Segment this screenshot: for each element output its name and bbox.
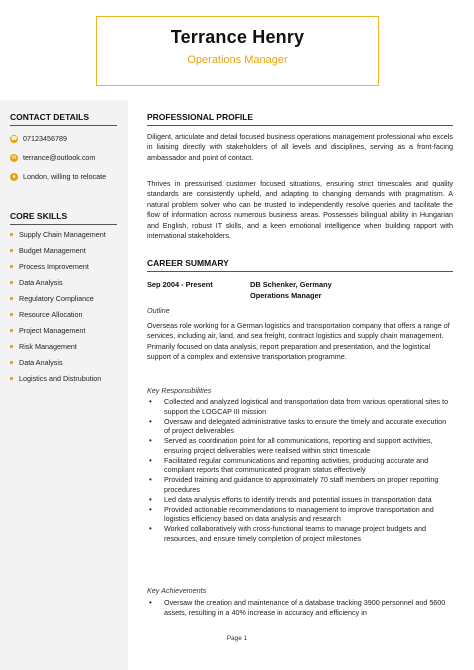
job-employer [250, 279, 332, 301]
bullet-square-icon [10, 313, 13, 316]
list-item: • Provided actionable recommendations to management to improve transportation and logistics efficiency based on data analysis and research [147, 505, 453, 524]
skill-label: Resource Allocation [19, 310, 83, 319]
list-item: • Provided training and guidance to approximately 70 staff members on proper reporting procedures [147, 475, 453, 494]
skill-item [10, 278, 63, 287]
job-title: Operations Manager [250, 291, 322, 300]
contact-email-text: terrance@outlook.com [23, 153, 96, 162]
skill-label: Budget Management [19, 246, 86, 255]
skill-item [10, 262, 89, 271]
bullet-square-icon [10, 281, 13, 284]
skill-item [10, 310, 83, 319]
outline-label: Outline [147, 306, 170, 315]
contact-location [10, 172, 106, 181]
email-icon: ✉ [11, 154, 17, 161]
skill-item [10, 246, 86, 255]
responsibilities-label: Key Responsibilities [147, 386, 212, 395]
skill-item [10, 342, 77, 351]
skill-label: Regulatory Compliance [19, 294, 94, 303]
skill-item [10, 294, 94, 303]
list-item: • Oversaw the creation and maintenance of a database tracking 3900 personnel and 5600 assets, resulting in a 40% increase in accuracy and efficiency in [147, 598, 453, 617]
bullet-square-icon [10, 265, 13, 268]
list-item: • Facilitated regular communications and reporting activities, producing accurate and compliant reports that communicated program status effectively [147, 456, 453, 475]
job-date: Sep 2004 - Present [147, 280, 213, 289]
contact-details-heading: CONTACT DETAILS [10, 112, 117, 126]
list-item: • Worked collaboratively with cross-functional teams to manage project budgets and resources, and ensure timely completion of project milestones [147, 524, 453, 543]
page-number: Page 1 [226, 635, 248, 642]
contact-email [10, 153, 95, 162]
outline-paragraph: Overseas role working for a German logistics and transportation company that offers a range of services, including air, land, and sea freight, contract logistics and supply chain management. Primarily focused on data analysis, report preparation and presentation, and the logistical support of a complex and extensive transportation programme. [147, 321, 450, 362]
list-item: • Oversaw and delegated administrative tasks to ensure the timely and accurate execution of project deliverables [147, 417, 453, 436]
achievements-list [147, 598, 453, 618]
skill-label: Logistics and Distrubution [19, 374, 102, 383]
skill-label: Process Improvement [19, 262, 89, 271]
name-header-box [96, 16, 379, 86]
bullet-square-icon [10, 297, 13, 300]
skill-label: Data Analysis [19, 358, 63, 367]
career-summary-heading: CAREER SUMMARY [147, 258, 453, 272]
skill-label: Project Management [19, 326, 86, 335]
achievements-label: Key Achievements [147, 586, 207, 595]
bullet-square-icon [10, 233, 13, 236]
location-icon: ● [10, 173, 18, 181]
contact-location-text: London, willing to relocate [23, 172, 107, 181]
list-item: • Led data analysis efforts to identify trends and potential issues in transportation data [147, 495, 453, 505]
professional-profile-heading: PROFESSIONAL PROFILE [147, 112, 453, 126]
skill-label: Risk Management [19, 342, 77, 351]
contact-phone [10, 134, 67, 143]
bullet-square-icon [10, 329, 13, 332]
bullet-square-icon [10, 377, 13, 380]
skill-label: Data Analysis [19, 278, 63, 287]
job-company: DB Schenker, Germany [250, 280, 332, 289]
skill-label: Supply Chain Management [19, 230, 106, 239]
phone-icon: ☎ [10, 135, 18, 142]
candidate-role: Operations Manager [187, 54, 288, 66]
skill-item [10, 326, 85, 335]
skill-item [10, 358, 63, 367]
bullet-square-icon [10, 249, 13, 252]
profile-paragraph-1: Diligent, articulate and detail focused business operations management professional who excels in liaising directly with stakeholders of all levels and disciplines, serving as a front-facing ambassador and point of contact. [147, 132, 453, 162]
skill-item [10, 230, 106, 239]
list-item: • Collected and analyzed logistical and transportation data from various operational sites to support the LOGCAP III mission [147, 397, 453, 416]
core-skills-heading: CORE SKILLS [10, 211, 117, 225]
skill-item [10, 374, 101, 383]
bullet-square-icon [10, 361, 13, 364]
candidate-name: Terrance Henry [170, 27, 305, 47]
contact-phone-text: 07123456789 [23, 134, 67, 143]
responsibilities-list [147, 397, 453, 544]
sidebar [0, 100, 128, 670]
profile-paragraph-2: Thrives in pressurised customer focused situations, ensuring strict timescales and quality standards are consistently upheld, and adapting to changing demands with pragmatism. A natural problem solver who can be trusted to independently resolve queries and tacilitate the flow of information across numerous business areas. Possesses bilingual ability in Hungarian and English, robust IT skills, and a keen emotional intelligence when building rapport with international stakeholders. [147, 179, 453, 241]
bullet-square-icon [10, 345, 13, 348]
list-item: • Served as coordination point for all communications, reporting and support activities, ensuring project deliverables were realised within strict timescale [147, 436, 453, 455]
